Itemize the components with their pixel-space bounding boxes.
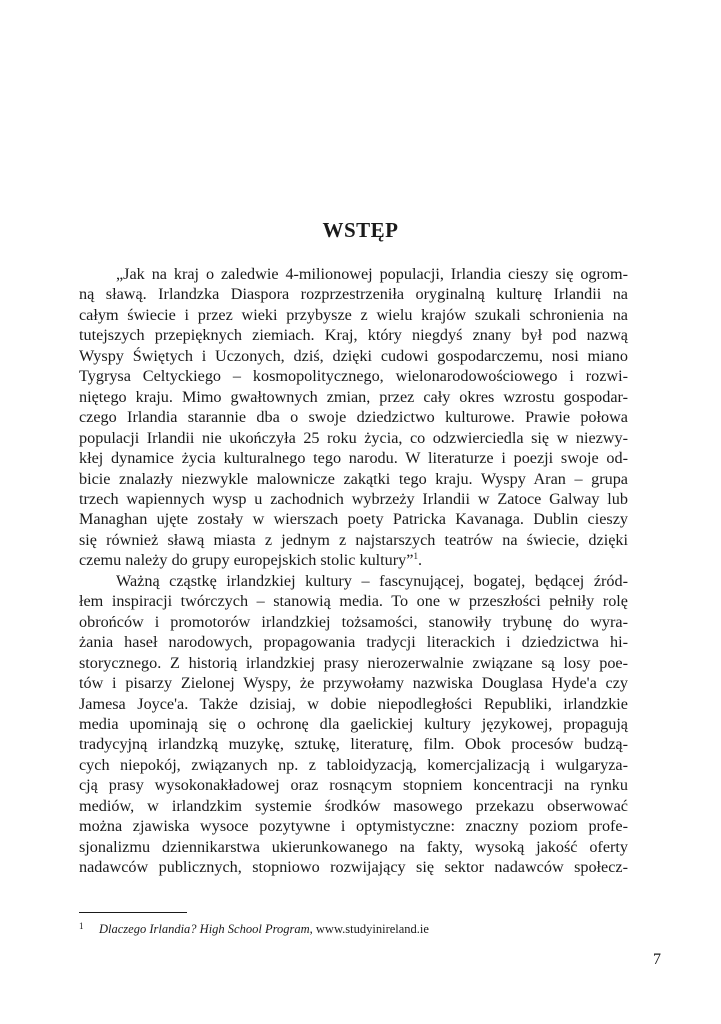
body-text <box>79 264 628 878</box>
text-line: cych niepokój, związanych np. z tabloidyzacją, komercjalizacją i wulgaryza- <box>79 755 628 774</box>
paragraph-2 <box>79 571 628 878</box>
text-line: Managhan ujęte zostały w wierszach poety Patricka Kavanaga. Dublin cieszy <box>79 510 628 529</box>
chapter-title: WSTĘP <box>322 218 399 242</box>
text-line-content: czemu należy do grupy europejskich stolic kultury” <box>79 551 414 570</box>
text-line: trzech wapiennych wysp u zachodnich wybrzeży Irlandii w Zatoce Galway lub <box>79 489 628 508</box>
footnote-reference[interactable]: 1 <box>413 551 418 562</box>
text-line: „Jak na kraj o zaledwie 4-milionowej populacji, Irlandia cieszy się ogrom- <box>116 265 628 283</box>
text-line: nadawców publicznych, stopniowo rozwijający się sektor nadawców społecz- <box>79 858 628 877</box>
text-line: obrońców i promotorów irlandzkiej tożsamości, stanowiły trybunę do wyra- <box>79 612 628 631</box>
text-line: Jamesa Joyce'a. Także dzisiaj, w dobie niepodległości Republiki, irlandzkie <box>79 694 628 713</box>
text-line: Tygrysa Celtyckiego – kosmopolitycznego, wielonarodowościowego i rozwi- <box>79 367 628 386</box>
footnote-number: 1 <box>79 921 84 931</box>
text-line: tów i pisarzy Zielonej Wyspy, że przywołamy nazwiska Douglasa Hyde'a czy <box>79 674 628 693</box>
text-line: żania haseł narodowych, propagowania tradycji literackich i dziedzictwa hi- <box>79 633 628 652</box>
text-line: mediów, w irlandzkim systemie środków masowego przekazu obserwować <box>79 796 628 815</box>
footnote-source: , www.studyinireland.ie <box>309 922 429 936</box>
text-line: media upominają się o ochronę dla gaelickiej kultury językowej, propagują <box>79 714 628 733</box>
footnote-separator <box>79 912 187 913</box>
text-line: się również sławą miasta z jednym z najstarszych teatrów na świecie, dzięki <box>79 530 628 549</box>
text-line: ną sławą. Irlandzka Diaspora rozprzestrzeniła oryginalną kulturę Irlandii na <box>79 285 628 304</box>
page-number: 7 <box>653 951 661 968</box>
text-line: niętego kraju. Mimo gwałtownych zmian, przez cały okres wzrostu gospodar- <box>79 387 628 406</box>
text-line: kłej dynamice życia kulturalnego tego narodu. W literaturze i poezji swoje od- <box>79 449 628 468</box>
text-line: Wyspy Świętych i Uczonych, dziś, dzięki cudowi gospodarczemu, nosi miano <box>79 346 628 365</box>
text-line: storycznego. Z historią irlandzkiej prasy nierozerwalnie związane są losy poe- <box>79 653 628 672</box>
text-line-last <box>79 550 628 570</box>
footnote <box>79 918 628 937</box>
text-line: tradycyjną irlandzką muzykę, sztukę, literaturę, film. Obok procesów budzą- <box>79 735 628 754</box>
text-line: czego Irlandia starannie dba o swoje dziedzictwo kulturowe. Prawie połowa <box>79 408 628 427</box>
footnote-title: Dlaczego Irlandia? High School Program <box>99 922 310 936</box>
text-line: można zjawiska wysoce pozytywne i optymistyczne: znaczny poziom profe- <box>79 817 628 836</box>
text-line: Ważną cząstkę irlandzkiej kultury – fascynującej, bogatej, będącej źród- <box>116 571 628 590</box>
text-line: populacji Irlandii nie ukończyła 25 roku życia, co odzwierciedla się w niezwy- <box>79 428 628 447</box>
paragraph-1 <box>79 264 628 571</box>
sentence-end: . <box>417 551 422 570</box>
text-line: sjonalizmu dziennikarstwa ukierunkowanego na fakty, wysoką jakość oferty <box>79 837 628 856</box>
text-line: bicie znalazły niezwykle malownicze zakątki tego kraju. Wyspy Aran – grupa <box>79 469 628 488</box>
text-line: łem inspiracji twórczych – stanowią media. To one w przeszłości pełniły rolę <box>79 592 628 611</box>
text-line: cją prasy wysokonakładowej oraz rosnącym stopniem koncentracji na rynku <box>79 776 628 795</box>
text-line: całym świecie i przez wieki przybysze z wielu krajów szukali schronienia na <box>79 305 628 324</box>
text-line: tutejszych przepięknych ziemiach. Kraj, który niegdyś znany był pod nazwą <box>79 326 628 345</box>
